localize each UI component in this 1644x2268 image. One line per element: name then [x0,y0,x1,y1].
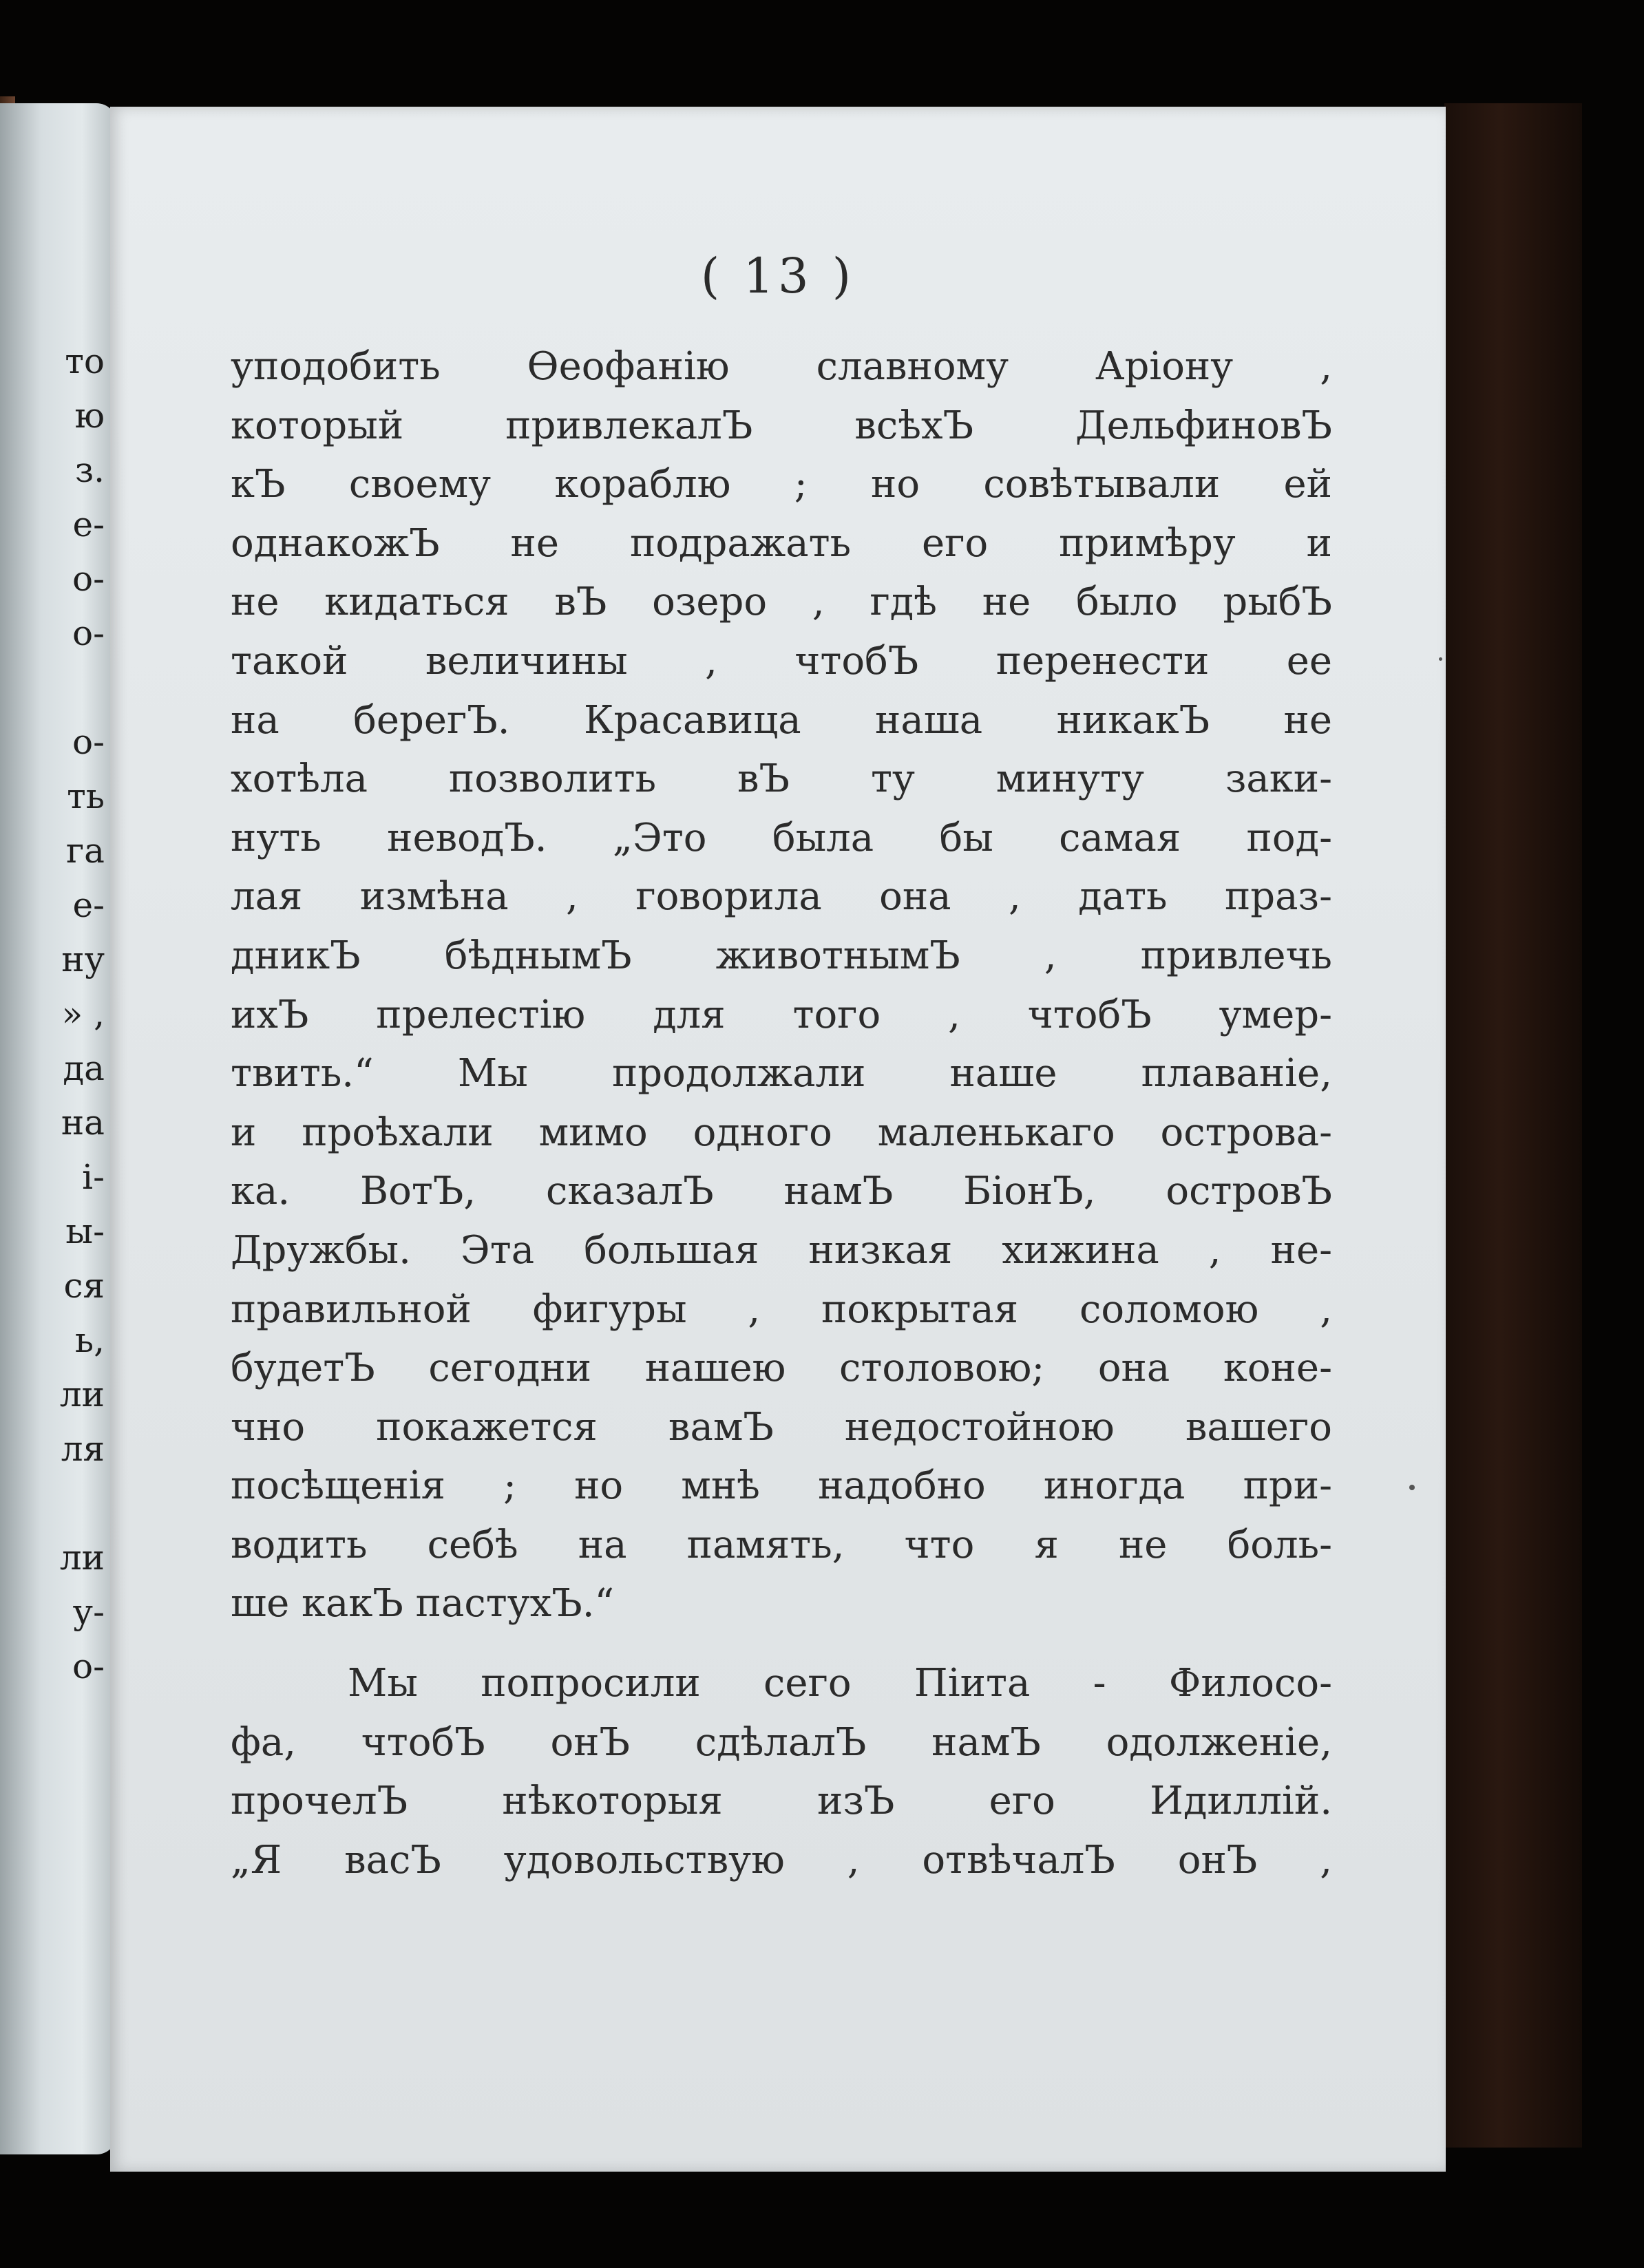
book-spine-right [1444,103,1582,2148]
text-line: кЪ своему кораблю ; но совѣтывали ей [231,462,1332,507]
text-line: дникЪ бѣднымЪ животнымЪ , привлечь [231,933,1332,978]
previous-page-fragment: е- [72,885,105,925]
text-line: фа, чтобЪ онЪ сдѣлалЪ намЪ одолженіе, [231,1719,1332,1765]
previous-page-fragment: ь, [74,1320,105,1360]
text-line: ихЪ прелестію для того , чтобЪ умер- [231,992,1332,1037]
text-line: чно покажется вамЪ недостойною вашего [231,1404,1332,1450]
text-line: хотѣла позволить вЪ ту минуту заки- [231,756,1332,802]
previous-page-fragment: на [61,1103,105,1143]
previous-page-edge [0,103,117,2154]
previous-page-fragment: то [65,341,105,381]
previous-page-fragment: о- [72,559,105,599]
text-line: ше какЪ пастухЪ.“ [231,1581,615,1626]
previous-page-fragment: га [65,831,105,871]
paragraph-gap [231,1633,1332,1654]
previous-page-fragment: з. [74,450,105,490]
text-line: будетЪ сегодни нашею столовою; она коне- [231,1346,1332,1391]
text-line: правильной фигуры , покрытая соломою , [231,1286,1332,1332]
text-line: и проѣхали мимо одного маленькаго острова- [231,1110,1332,1155]
text-line: Дружбы. Эта большая низкая хижина , не- [231,1227,1332,1273]
previous-page-fragment: у- [72,1592,105,1632]
text-line: Мы попросили сего Піита - Филосо- [348,1661,1332,1706]
previous-page-fragment: о- [72,613,105,653]
text-line: однакожЪ не подражать его примѣру и [231,520,1332,566]
page-number: ( 13 ) [700,248,856,304]
previous-page-fragment: ю [74,396,105,436]
previous-page-fragment: е- [72,505,105,544]
previous-page-fragment: і- [82,1157,105,1197]
text-line: который привлекалЪ всѣхЪ ДельфиновЪ [231,403,1332,448]
text-line: на берегЪ. Красавица наша никакЪ не [231,697,1332,743]
previous-page-fragment: » , [61,994,105,1034]
previous-page-fragment: ы- [65,1211,105,1251]
previous-page-fragment: ли [59,1375,105,1414]
previous-page-fragment: ну [61,940,105,979]
text-line: водить себѣ на память, что я не боль- [231,1522,1332,1567]
text-line: прочелЪ нѣкоторыя изЪ его Идиллій. [231,1779,1332,1824]
text-line: лая измѣна , говорила она , дать праз- [231,874,1332,920]
text-line: не кидаться вЪ озеро , гдѣ не было рыбЪ [231,580,1332,625]
previous-page-fragment: ля [61,1429,105,1469]
text-line: посѣщенія ; но мнѣ надобно иногда при- [231,1463,1332,1509]
body-text [231,337,1332,1889]
book-page [110,107,1446,2172]
text-line: нуть неводЪ. „Это была бы самая под- [231,815,1332,860]
previous-page-fragment: ть [67,776,105,816]
previous-page-fragment: да [63,1048,105,1088]
paper-speck [1439,657,1442,661]
previous-page-fragment: о- [72,1646,105,1686]
paper-speck [1409,1485,1415,1490]
text-line: такой величины , чтобЪ перенести ее [231,638,1332,683]
text-line: ка. ВотЪ, сказалЪ намЪ БіонЪ, островЪ [231,1169,1332,1214]
text-line: уподобить Ѳеофанію славному Аріону , [231,344,1332,389]
previous-page-fragment: ли [59,1538,105,1578]
previous-page-fragment: о- [72,722,105,762]
previous-page-fragment: ся [63,1266,105,1306]
text-line: „Я васЪ удовольствую , отвѣчалЪ онЪ , [231,1837,1332,1883]
text-line: твить.“ Мы продолжали наше плаваніе, [231,1051,1332,1096]
